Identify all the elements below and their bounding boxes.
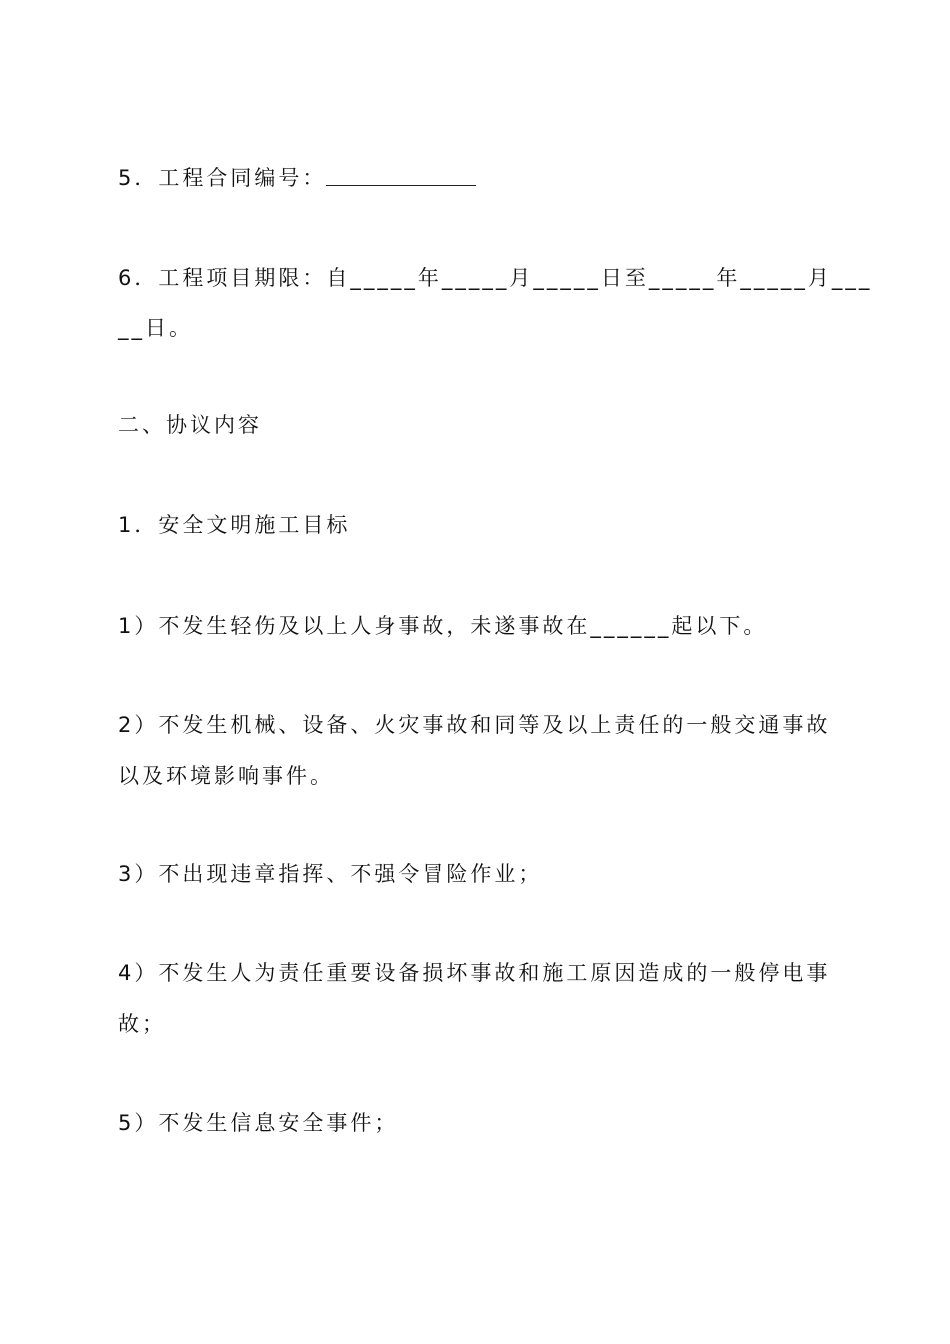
section-heading: [118, 413, 838, 437]
goal-item-5-text: 5）不发生信息安全事件；: [118, 1111, 399, 1135]
project-period-line: [118, 266, 873, 290]
contract-number-blank: [326, 167, 476, 186]
goal-item-5: [118, 1111, 838, 1135]
contract-number-line: [118, 166, 838, 190]
project-period-text-continued: __日。: [118, 316, 193, 340]
subsection-heading: [118, 513, 838, 537]
project-period-text: 6．工程项目期限：自_____年_____月_____日至_____年_____月___: [118, 266, 873, 290]
goal-item-4: [118, 961, 838, 985]
goal-item-4-text: 4）不发生人为责任重要设备损坏事故和施工原因造成的一般停电事: [118, 961, 831, 985]
goal-item-2: [118, 713, 838, 737]
contract-number-label: 5．工程合同编号：: [118, 166, 327, 190]
goal-item-2-text-continued: 以及环境影响事件。: [118, 764, 334, 788]
section-heading-text: 二、协议内容: [118, 413, 262, 437]
goal-item-1: [118, 614, 838, 638]
goal-item-3: [118, 862, 838, 886]
goal-item-1-text: 1）不发生轻伤及以上人身事故，未遂事故在______起以下。: [118, 614, 768, 638]
project-period-line-continued: [118, 316, 838, 340]
subsection-heading-text: 1．安全文明施工目标: [118, 513, 351, 537]
goal-item-2-text: 2）不发生机械、设备、火灾事故和同等及以上责任的一般交通事故: [118, 713, 831, 737]
goal-item-4-text-continued: 故；: [118, 1012, 166, 1036]
goal-item-3-text: 3）不出现违章指挥、不强令冒险作业；: [118, 862, 543, 886]
goal-item-2-continued: [118, 764, 838, 788]
goal-item-4-continued: [118, 1012, 838, 1036]
